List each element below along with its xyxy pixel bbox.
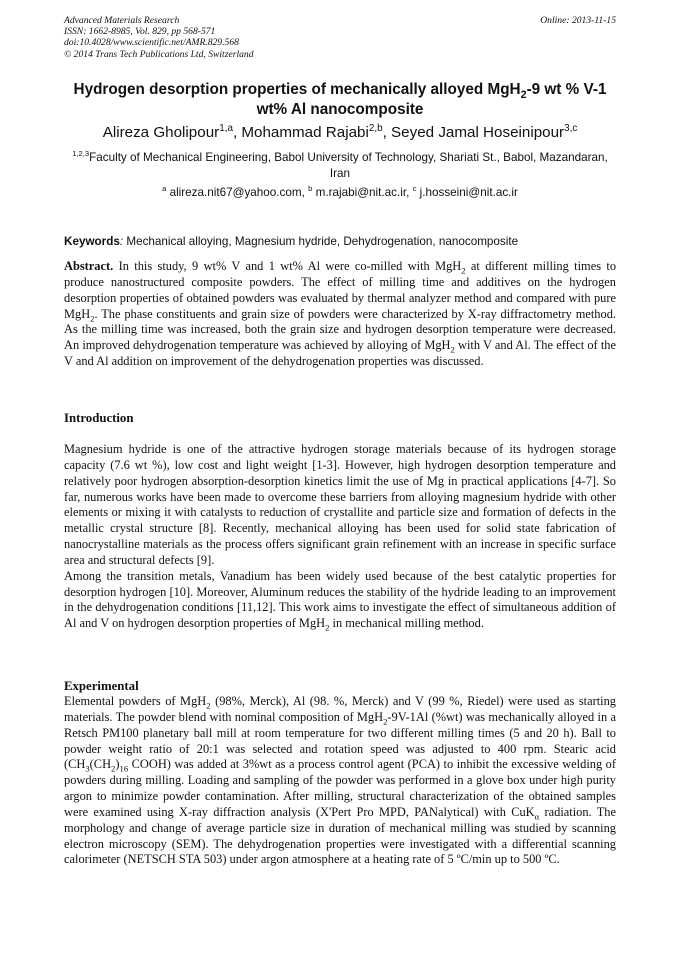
introduction-body bbox=[64, 442, 616, 632]
keywords-text: Mechanical alloying, Magnesium hydride, Dehydrogenation, nanocomposite bbox=[123, 235, 519, 248]
experimental-body: Elemental powders of MgH$_2$ (98%, Merck), Al (98. %, Merck) and V (99 %, Riedel) were used as starting materials. The powder blend with nominal composition of MgH$_2$-9V-1Al (%wt) was mechanically alloyed in a Retsch PM100 planetary ball mill at room temperature for two different milling times (5 and 20 h). Ball to powder weight ratio of 20:1 was selected and rotation speed was adjusted to 400 rpm. Stearic acid ($CH_3(CH_2)_{16}$ COOH) was added at 3%wt as a process control agent (PCA) to inhibit the excessive welding of powders during milling. Loading and sampling of the powder was performed in a glove box under high purity argon to minimize powder contamination. After milling, structural characterization of the obtained samples were examined using X-ray diffraction analysis (X'Pert Pro MPD, PANalytical) with CuK$_\alpha$ radiation. The morphology and change of average particle size in duration of mechanical milling was studied by scanning electron microscopy (SEM). The dehydrogenation properties were investigated with a differential scanning calorimeter (NETSCH STA 503) under argon atmosphere at a heating rate of 5 ºC/min up to 500 ºC. bbox=[64, 694, 617, 867]
paragraph: Among the transition metals, Vanadium has been widely used because of the best catalytic properties for desorption hydrogen [10]. Moreover, Aluminum reduces the stability of the hydride leading to an improvement in the dehydrogenation conditions [11,12]. This work aims to investigate the effect of simultaneous addition of Al and V on hydrogen desorption properties of MgH$_2$ in mechanical milling method. bbox=[64, 568, 616, 633]
paragraph: Magnesium hydride is one of the attractive hydrogen storage materials because of its hydrogen storage capacity (7.6 wt %), low cost and light weight [1-3]. However, high hydrogen desorption temperature and relatively poor hydrogen absorption-desorption kinetics limit the use of Mg in practical applications [4-7]. So far, numerous works have been made to overcome these barriers from alloying magnesium hydride with other elements or mixing it with catalysts to reduction of crystallite and particle size and formation of defects in the metallic crystal structure [8]. Recently, mechanical alloying has been used for solid state fabrication of nanocrystalline materials as the process offers significant grain refinement with an increase in specific surface area and structural defects [9]. bbox=[64, 442, 616, 567]
abstract: Abstract. In this study, 9 wt% V and 1 wt% Al were co-milled with MgH$_2$ at different milling times to produce nanostructured composite powders. The effect of milling time and additives on the hydrogen desorption properties of obtained powders was evaluated by thermal analyzer method and compared with pure MgH$_2$. The phase constituents and grain size of powders were characterized by X-ray diffractometry method. As the milling time was increased, both the grain size and hydrogen desorption temperature were decreased. An improved dehydrogenation temperature was achieved by alloying of MgH$_2$ with V and Al. The effect of the V and Al addition on improvement of the dehydrogenation properties was discussed. bbox=[64, 259, 617, 369]
copyright-line: © 2014 Trans Tech Publications Ltd, Switzerland bbox=[64, 48, 254, 60]
online-date: Online: 2013-11-15 bbox=[540, 15, 616, 26]
journal-name: Advanced Materials Research bbox=[64, 15, 180, 26]
affiliation: $^{1,2,3}$Faculty of Mechanical Engineering, Babol University of Technology, Shariati St., Babol, Mazandaran, Iran bbox=[72, 149, 608, 180]
email-address: alireza.nit67@yahoo.com bbox=[169, 186, 302, 199]
author-emails: $^a$ alireza.nit67@yahoo.com, $^b$ m.rajabi@nit.ac.ir, $^c$ j.hosseini@nit.ac.ir bbox=[162, 184, 518, 199]
doi-line: doi:10.4028/www.scientific.net/AMR.829.568 bbox=[64, 37, 239, 49]
keywords: Keywords: Mechanical alloying, Magnesium hydride, Dehydrogenation, nanocomposite bbox=[64, 235, 519, 248]
keywords-label: Keywords bbox=[64, 235, 120, 248]
paper-title: Hydrogen desorption properties of mechanically alloyed MgH$_2$-9 wt % V-1 wt% Al nanocomposite bbox=[73, 81, 607, 118]
author-name: Seyed Jamal Hoseinipour bbox=[391, 124, 565, 141]
experimental-heading: Experimental bbox=[64, 679, 139, 693]
introduction-heading: Introduction bbox=[64, 411, 134, 425]
author-list: Alireza Gholipour$^{1,a}$, Mohammad Rajabi$^{2,b}$, Seyed Jamal Hoseinipour$^{3,c}$ bbox=[102, 122, 578, 141]
author-name: Alireza Gholipour bbox=[102, 124, 220, 141]
issn-line: ISSN: 1662-8985, Vol. 829, pp 568-571 bbox=[64, 26, 216, 38]
abstract-label: Abstract. bbox=[64, 259, 114, 273]
journal-header bbox=[64, 15, 616, 60]
email-address: j.hosseini@nit.ac.ir bbox=[419, 186, 518, 199]
email-address: m.rajabi@nit.ac.ir bbox=[315, 186, 407, 199]
author-name: Mohammad Rajabi bbox=[241, 124, 369, 141]
